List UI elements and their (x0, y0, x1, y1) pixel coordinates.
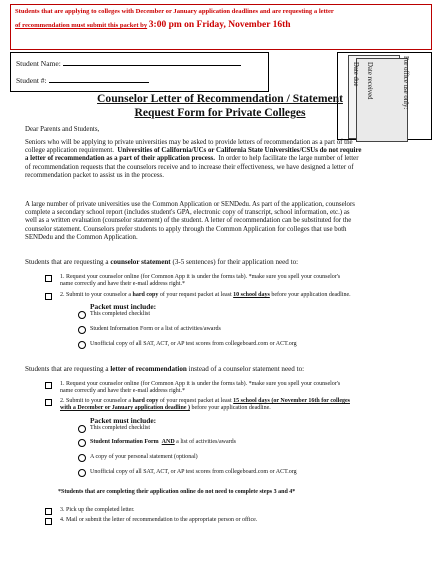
intro-p1-line: Seniors who will be applying to private universities may be asked to provide letters of recommendation as a part of the (25, 139, 353, 146)
banner-line-2 (15, 20, 291, 30)
step-text: 1. Request your counselor online (for Common App it is under the forms tab). *make sure you spell your counselor's (60, 274, 341, 280)
section-heading-text: Students that are requesting a (25, 258, 109, 266)
letter-step-3 (60, 507, 134, 514)
radio-circle[interactable] (78, 454, 86, 462)
intro-paragraph-1 (25, 139, 417, 180)
step-text (60, 405, 350, 412)
student-name-label: Student Name: (16, 59, 61, 68)
letter-step-4 (60, 517, 257, 524)
section-heading-text: Students that are requesting a (25, 365, 109, 373)
checkbox[interactable] (45, 508, 52, 515)
student-number-field[interactable] (49, 75, 149, 83)
letter-step-1 (60, 381, 340, 395)
item-text: A copy of your personal statement (optional) (90, 454, 198, 460)
salutation: Dear Parents and Students, (25, 126, 100, 133)
deadline-banner (10, 4, 432, 50)
checkbox[interactable] (45, 275, 52, 282)
student-number-row (16, 75, 149, 85)
banner-line-2-prefix: of recommendation must submit this packet by (15, 22, 148, 29)
section-statement-heading (25, 258, 298, 266)
step-text (60, 292, 351, 299)
form-title: Counselor Letter of Recommendation / Statement (97, 92, 343, 105)
intro-p2-line: SENDedu and the Common Application. (25, 233, 138, 241)
banner-deadline: 3:00 pm on Friday, November 16th (148, 20, 291, 30)
step-text-part: 2. Submit to your counselor a (60, 398, 131, 404)
step-text-part: of your request packet at least (159, 398, 232, 404)
student-info-box (10, 52, 269, 92)
date-due-label: Date due (352, 62, 359, 87)
intro-p2-line: complete a secondary school report (includes student's GPA, electronic copy of transcript, school information, etc.) as (25, 209, 350, 217)
date-received-label: Date received (366, 62, 373, 100)
step-text-part: before your application deadline. (191, 405, 271, 412)
step-text: name correctly and have their e-mail address right.* (60, 281, 185, 288)
intro-p2-line: A large number of private universities use the Common Application or SENDedu. As part of the application, counselors (25, 201, 355, 208)
student-name-row (16, 58, 241, 68)
info-form-text: Student Information Form (90, 439, 159, 445)
section-keyword: letter of recommendation (110, 365, 187, 373)
item-text: This completed checklist (90, 311, 150, 317)
hard-copy-text: hard copy (132, 398, 159, 404)
intro-paragraph-2 (25, 201, 417, 242)
step-text-part: of your request packet at least (159, 292, 232, 298)
radio-circle[interactable] (78, 341, 86, 349)
online-note: *Students that are completing their application online do not need to complete steps 3 and 4* (58, 489, 296, 495)
checkbox[interactable] (45, 293, 52, 300)
intro-p2-line: counselor statement. Counselors prefer students to apply through the Common Application for colleges that use both (25, 225, 347, 233)
intro-p2-line: well as a written evaluation (counselor statement) of the student. A letter of recommendation can be substituted for the (25, 217, 352, 225)
step-text: 3. Pick up the completed letter. (60, 507, 135, 513)
intro-p1-text: In order to help facilitate the large number of letter (218, 155, 359, 163)
section-heading-text: (3-5 sentences) for their application need to: (172, 258, 299, 266)
checkbox[interactable] (45, 382, 52, 389)
item-text (90, 439, 236, 445)
student-number-label: Student #: (16, 76, 47, 85)
intro-p1-text: college application requirement. (25, 147, 114, 155)
form-subtitle: Request Form for Private Colleges (134, 106, 306, 119)
hard-copy-text: hard copy (132, 292, 159, 298)
intro-p1-line (25, 155, 417, 163)
intro-p1-line (25, 147, 417, 155)
uc-csu-note: Universities of California/UCs or California State Universities/CSUs do not require (117, 147, 362, 155)
school-days-text: 10 school days (233, 292, 270, 298)
letter-step-2 (60, 398, 350, 412)
radio-circle[interactable] (78, 326, 86, 334)
section-keyword: counselor statement (110, 258, 171, 266)
item-text: Unofficial copy of all SAT, ACT, or AP test scores from collegeboard.com or ACT.org (90, 469, 297, 475)
item-text: This completed checklist (90, 425, 150, 431)
radio-circle[interactable] (78, 311, 86, 319)
section-heading-text: instead of a counselor statement need to: (188, 365, 305, 373)
step-text: name correctly and have their e-mail address right.* (60, 388, 185, 395)
section-letter-heading (25, 365, 304, 373)
student-name-field[interactable] (63, 58, 241, 66)
checkbox[interactable] (45, 518, 52, 525)
checkbox[interactable] (45, 399, 52, 406)
step-text-part: 2. Submit to your counselor a (60, 292, 131, 298)
uc-csu-note-cont: a letter of recommendation as a part of their application process. (25, 155, 215, 163)
step-text-part: before your application deadline. (271, 292, 351, 298)
radio-circle[interactable] (78, 469, 86, 477)
step-text: 4. Mail or submit the letter of recommendation to the appropriate person or office. (60, 517, 258, 523)
step-text: 1. Request your counselor online (for Common App it is under the forms tab). *make sure you spell your counselor's (60, 381, 341, 387)
banner-line-1: Students that are applying to colleges with December or January application deadlines and are requesting a letter (15, 8, 334, 15)
radio-circle[interactable] (78, 439, 86, 447)
intro-p1-line: recommendation packet to assist us in the process. (25, 171, 164, 179)
packet-include-label: Packet must include: (90, 416, 157, 425)
office-use-label: For office use only: (402, 56, 409, 110)
and-text: AND (161, 439, 175, 445)
item-text: Student Information Form or a list of activities/awards (90, 326, 221, 332)
school-days-text: 15 school days (or November 16th for colleges (233, 398, 350, 404)
statement-step-1 (60, 274, 340, 288)
packet-include-label: Packet must include: (90, 302, 157, 311)
activities-text: a list of activities/awards (176, 439, 236, 445)
statement-step-2 (60, 292, 351, 299)
radio-circle[interactable] (78, 425, 86, 433)
intro-p1-line: of recommendation requests that the counselors receive and to increase their effectiveness, we have designed a letter of (25, 163, 354, 171)
item-text: Unofficial copy of all SAT, ACT, or AP test scores from collegeboard.com or ACT.org (90, 341, 297, 347)
deadline-note: with a December or January application deadline ) (60, 405, 190, 412)
